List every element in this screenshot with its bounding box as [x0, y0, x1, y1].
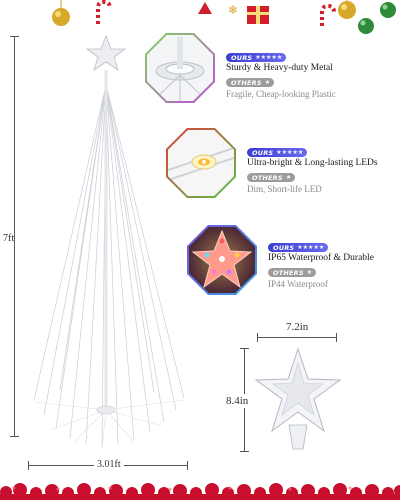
ours-badge	[268, 243, 328, 252]
ours-badge	[226, 53, 286, 62]
star-topper-icon	[87, 36, 125, 70]
candy-cane-icon	[322, 6, 334, 26]
star-height-cap-top	[240, 348, 249, 349]
height-dimension-cap-top	[10, 36, 19, 37]
feature-others-text: Fragile, Cheap-looking Plastic	[226, 89, 336, 99]
feature-ours-text: Ultra-bright & Long-lasting LEDs	[247, 158, 378, 168]
rating-stars: ★★★★★	[255, 54, 283, 61]
ornament-icon	[338, 0, 356, 19]
ornament-icon	[358, 18, 374, 34]
led-bulb-photo	[168, 130, 234, 196]
rating-stars: ★	[306, 269, 313, 276]
rating-stars: ★★★★★	[276, 149, 304, 156]
others-badge	[268, 268, 316, 277]
height-dimension-line	[14, 36, 15, 436]
gift-box-icon	[247, 6, 269, 24]
star-topper-icon	[253, 345, 343, 455]
width-dimension-cap-left	[28, 461, 29, 470]
lit-star-photo	[189, 227, 255, 293]
ornament-icon	[380, 2, 396, 18]
feature-ours-text: IP65 Waterproof & Durable	[268, 253, 374, 263]
ours-badge-label: OURS	[273, 243, 295, 252]
tree-icon	[198, 2, 212, 14]
candy-cane-icon	[98, 2, 110, 24]
ours-badge	[247, 148, 307, 157]
metal-base-photo	[147, 35, 213, 101]
star-width-label: 7.2in	[286, 321, 309, 333]
star-width-cap-right	[336, 333, 337, 342]
others-badge	[247, 173, 295, 182]
feature-ours-text: Sturdy & Heavy-duty Metal	[226, 63, 333, 73]
rating-stars: ★	[264, 79, 271, 86]
feature-waterproof-frame	[187, 225, 257, 295]
feature-others-text: IP44 Waterproof	[268, 279, 328, 289]
star-width-cap-left	[257, 333, 258, 342]
star-width-dimension-line	[257, 337, 337, 338]
svg-text:❄: ❄	[228, 3, 239, 17]
ornament-icon	[52, 0, 70, 26]
others-badge-label: OTHERS	[231, 78, 262, 87]
others-badge-label: OTHERS	[252, 173, 283, 182]
star-height-label: 8.4in	[226, 395, 249, 407]
width-dimension-cap-right	[187, 461, 188, 470]
bottom-glitter-strip	[0, 476, 400, 500]
snowflake-icon	[228, 3, 238, 17]
feature-led-frame	[166, 128, 236, 198]
height-label: 7ft	[3, 233, 15, 244]
ours-badge-label: OURS	[252, 148, 274, 157]
ours-badge-label: OURS	[231, 53, 253, 62]
feature-others-text: Dim, Short-life LED	[247, 184, 322, 194]
others-badge	[226, 78, 274, 87]
rating-stars: ★	[285, 174, 292, 181]
star-height-cap-bottom	[240, 451, 249, 452]
height-dimension-cap-bottom	[10, 436, 19, 437]
width-label: 3.01ft	[94, 459, 124, 470]
rating-stars: ★★★★★	[297, 244, 325, 251]
others-badge-label: OTHERS	[273, 268, 304, 277]
feature-metal-frame	[145, 33, 215, 103]
